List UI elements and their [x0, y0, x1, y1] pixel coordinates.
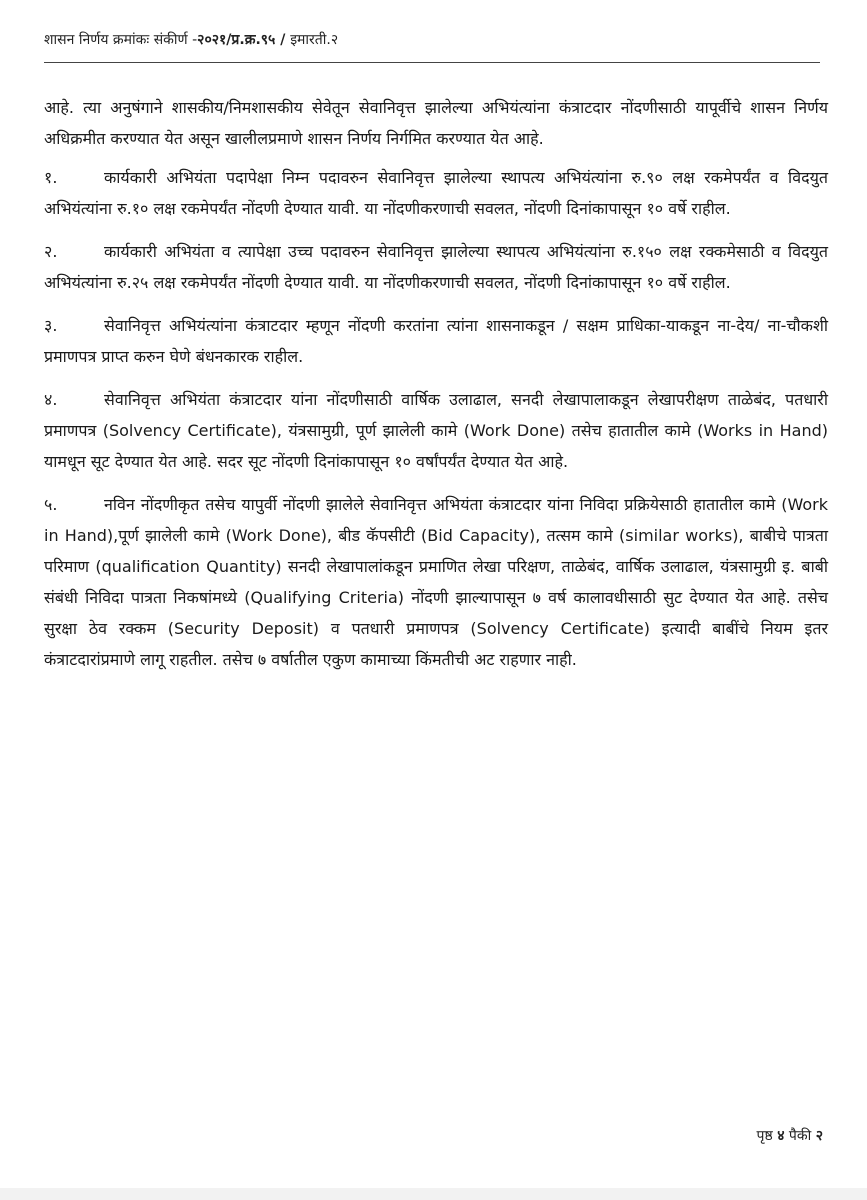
footer-page-number: ४ — [777, 1128, 785, 1144]
point-text: सेवानिवृत्त अभियंता कंत्राटदार यांना नोंदणीसाठी वार्षिक उलाढाल, सनदी लेखापालाकडून लेखापरीक्षण ताळेबंद, पतधारी प्रमाणपत्र (Solvency Certificate), यंत्रसामुग्री, पूर्ण झालेली कामे (Work Done) तसेच हातातील कामे (Works in Hand) यामधून सूट देण्यात येत आहे. सदर सूट नोंदणी दिनांकापासून १० वर्षांपर्यंत देण्यात येत आहे. — [44, 390, 828, 471]
footer-label: पृष्ठ — [756, 1128, 778, 1144]
point-paragraph — [44, 162, 828, 224]
point-paragraph — [44, 489, 828, 675]
point-number: ५. — [44, 495, 58, 514]
point-paragraph — [44, 310, 828, 372]
point-paragraph — [44, 236, 828, 298]
point-number: २. — [44, 242, 58, 261]
page-footer — [757, 1126, 823, 1145]
point-paragraph — [44, 384, 828, 477]
header-reference: २०२१/प्र.क्र.९५ / — [197, 32, 291, 48]
page-header — [44, 30, 338, 49]
point-number: ३. — [44, 316, 58, 335]
header-prefix: शासन निर्णय क्रमांकः संकीर्ण - — [44, 32, 198, 48]
header-suffix: इमारती.२ — [290, 32, 339, 48]
point-text: नविन नोंदणीकृत तसेच यापुर्वी नोंदणी झालेले सेवानिवृत्त अभियंता कंत्राटदार यांना निविदा प्रक्रियेसाठी हातातील कामे (Work in Hand),पूर्ण झालेली कामे (Work Done), बीड कॅपसीटी (Bid Capacity), तत्सम कामे (similar works), बाबीचे पात्रता परिमाण (qualification Quantity) सनदी लेखापालांकडून प्रमाणित लेखा परिक्षण, ताळेबंद, वार्षिक उलाढाल, यंत्रसामुग्री इ. बाबी संबंधी निविदा पात्रता निकषांमध्ये (Qualifying Criteria) नोंदणी झाल्यापासून ७ वर्ष कालावधीसाठी सुट देण्यात येत आहे. तसेच सुरक्षा ठेव रक्कम (Security Deposit) व पतधारी प्रमाणपत्र (Solvency Certificate) इत्यादी बाबींचे नियम इतर कंत्राटदारांप्रमाणे लागू राहतील. तसेच ७ वर्षातील एकुण कामाच्या किंमतीची अट राहणार नाही. — [44, 495, 828, 669]
point-text: सेवानिवृत्त अभियंत्यांना कंत्राटदार म्हणून नोंदणी करतांना त्यांना शासनाकडून / सक्षम प्राधिका-याकडून ना-देय/ ना-चौकशी प्रमाणपत्र प्राप्त करुन घेणे बंधनकारक राहील. — [44, 316, 828, 366]
document-body — [44, 92, 828, 687]
footer-of-label: पैकी — [784, 1128, 816, 1144]
intro-paragraph: आहे. त्या अनुषंगाने शासकीय/निमशासकीय सेवेतून सेवानिवृत्त झालेल्या अभियंत्यांना कंत्राटदार नोंदणीसाठी यापूर्वीचे शासन निर्णय अधिक्रमीत करण्यात येत असून खालीलप्रमाणे शासन निर्णय निर्गमित करण्यात येत आहे. — [44, 98, 828, 148]
point-number: १. — [44, 168, 58, 187]
point-number: ४. — [44, 390, 58, 409]
header-divider — [44, 62, 820, 63]
point-text: कार्यकारी अभियंता व त्यापेक्षा उच्च पदावरुन सेवानिवृत्त झालेल्या स्थापत्य अभियंत्यांना रु.१५० लक्ष रक्कमेसाठी व विदयुत अभियंत्यांना रु.२५ लक्ष रकमेपर्यंत नोंदणी देण्यात यावी. या नोंदणीकरणाची सवलत, नोंदणी दिनांकापासून १० वर्षे राहील. — [44, 242, 828, 292]
footer-page-total: २ — [815, 1128, 823, 1144]
point-text: कार्यकारी अभियंता पदापेक्षा निम्न पदावरुन सेवानिवृत्त झालेल्या स्थापत्य अभियंत्यांना रु.९० लक्ष रकमेपर्यंत व विदयुत अभियंत्यांना रु.१० लक्ष रकमेपर्यंत नोंदणी देण्यात यावी. या नोंदणीकरणाची सवलत, नोंदणी दिनांकापासून १० वर्षे राहील. — [44, 168, 828, 218]
